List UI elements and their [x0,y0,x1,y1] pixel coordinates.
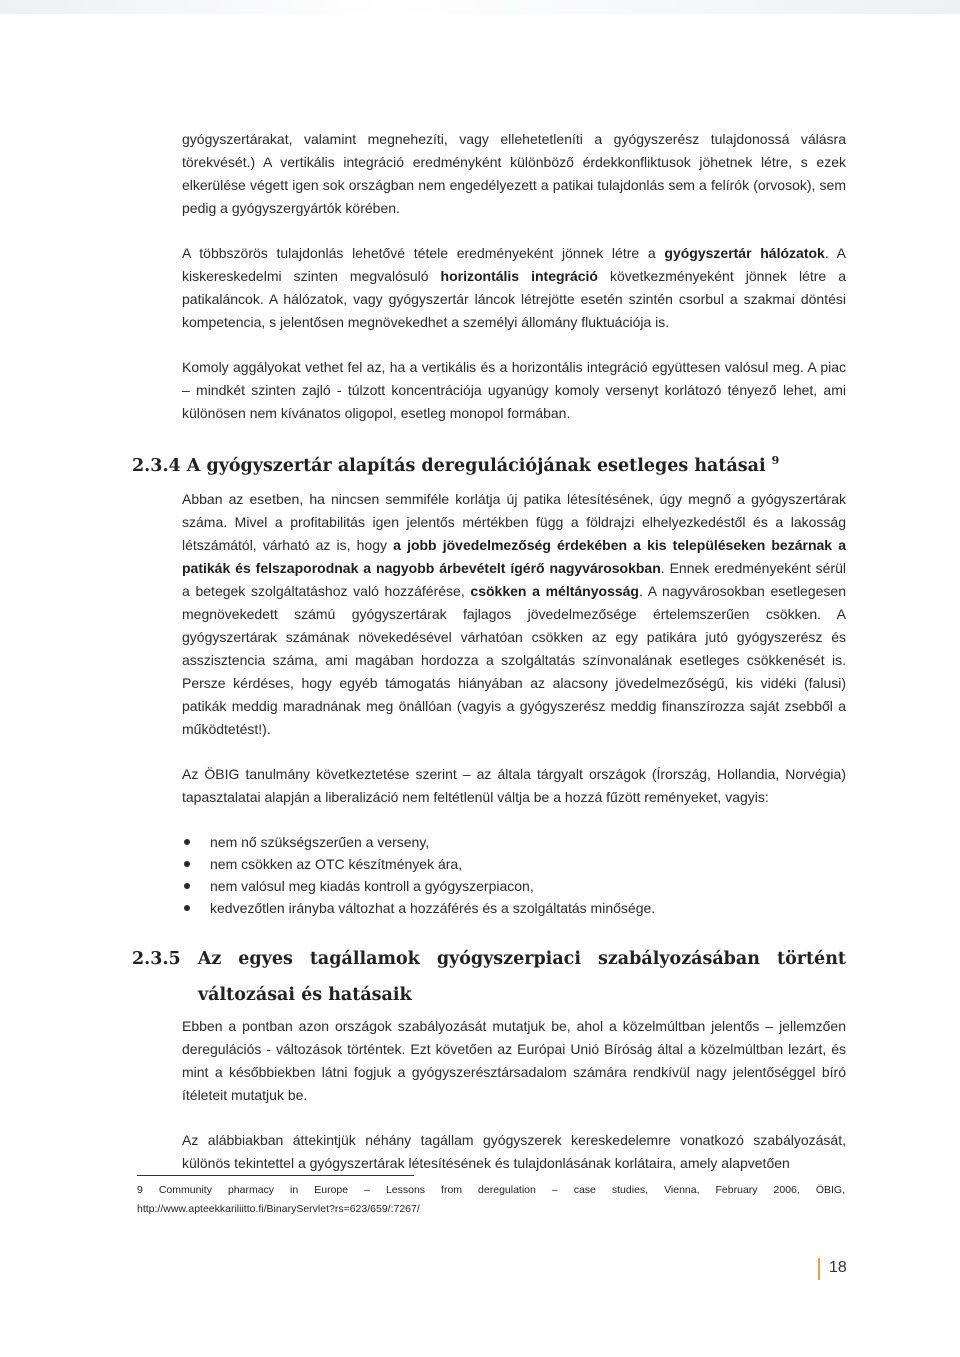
heading-text: 2.3.4 A gyógyszertár alapítás deregulációjának esetleges hatásai [132,455,766,476]
paragraph-vertical-integration: gyógyszertárakat, valamint megnehezíti, vagy ellehetetleníti a gyógyszerész tulajdonossá válásra törekvését.) A vertikális integráció eredményként különböző érdekkonfliktusok jöhetnek létre, s ezek elkerülése végett igen sok országban nem engedélyezett a patikai tulajdonlás sem a felírók (orvosok), sem pedig a gyógyszergyártók körében. [182,131,846,216]
paragraph-deregulation-effects [182,488,846,741]
list-item [182,831,846,853]
paragraph-member-states-overview: Az alábbiakban áttekintjük néhány tagállam gyógyszerek kereskedelemre vonatkozó szabályozását, különös tekintettel a gyógyszertárak létesítésének és tulajdonlásának korlátaira, amely alapvetően [182,1131,846,1171]
bold-rural-closures: a jobb jövedelmezőség érdekében a kis településeken bezárnak a patikák és felszaporodnak a nagyobb árbevételt ígérő nagyvárosokban [182,536,846,576]
bold-equity-decline: csökken a méltányosság [470,582,639,599]
text-run: Abban az esetben, ha nincsen semmiféle korlátja új patika létesítésének, úgy megnő a gyógyszertárak száma. Mivel a profitabilitás igen jelentős mértékben függ a földrajzi elhelyezkedéstől és a lakosság létszámától, várható az is, hogy [182,490,846,553]
list-item-text: kedvezőtlen irányba változhat a hozzáférés és a szolgáltatás minősége. [210,899,656,916]
list-item [182,897,846,919]
paragraph-concentration-concerns: Komoly aggályokat vethet fel az, ha a vertikális és a horizontális integráció együttesen valósul meg. A piac – mindkét szinten zajló - túlzott koncentrációja ugyanúgy komoly versenyt korlátozó tényező lehet, ami különösen nem kívánatos oligopol, esetleg monopol formában. [182,359,846,421]
list-item-text: nem csökken az OTC készítmények ára, [210,855,463,872]
bold-horizontal-integration: horizontális integráció [440,268,598,284]
page-number: 18 [829,1259,847,1276]
bullet-icon [184,905,190,911]
paragraph-section-intro: Ebben a pontban azon országok szabályozását mutatjuk be, ahol a közelmúltban jelentős – jellemzően deregulációs - változások történtek. Ezt követően az Európai Unió Bíróság által a közelmúltban lezárt, és mint a későbbiekben látni fogjuk a gyógyszerésztársadalom számára rendkívül nagy jelentőséggel bíró ítéleteit mutatjuk be. [182,1017,846,1103]
bullet-icon [184,861,190,867]
text-run: következményeként jönnek létre a patikaláncok. A hálózatok, vagy gyógyszertár láncok létrejötte esetén szintén csorbul a szakmai döntési kompetencia, s jelentősen megnövekedhet a személyi állomány fluktuációja is. [182,268,846,330]
bullet-icon [184,883,190,889]
footnote-link[interactable]: http://www.apteekkariliitto.fi/BinaryServlet?rs=623/659/:7267/ [137,1203,420,1215]
section-heading-2-3-5: 2.3.5 Az egyes tagállamok gyógyszerpiaci szabályozásában történt [132,948,846,969]
section-heading-2-3-4 [132,447,846,480]
list-item-text: nem valósul meg kiadás kontroll a gyógyszerpiacon, [210,877,534,894]
text-run: A többszörös tulajdonlás lehetővé tétele eredményeként jönnek létre a [182,245,665,261]
top-decorative-band [0,0,960,14]
footnote-divider [137,1175,414,1176]
page-number-accent-bar [818,1258,820,1280]
text-run: . A kiskereskedelmi szinten megvalósuló [182,245,846,284]
bullet-list [182,831,846,919]
bold-pharmacy-networks: gyógyszertár hálózatok [664,245,825,261]
footnote-citation: 9 Community pharmacy in Europe – Lessons from deregulation – case studies, Vienna, February 2006, ÖBIG, [137,1184,845,1196]
paragraph-obig-conclusion: Az ÖBIG tanulmány következtetése szerint – az általa tárgyalt országok (Írország, Hollandia, Norvégia) tapasztalatai alapján a liberalizáció nem feltétlenül váltja be a hozzá fűzött reményeket, vagyis: [182,765,846,805]
section-heading-2-3-5-continuation: változásai és hatásaik [198,984,412,1005]
list-item-text: nem nő szükségszerűen a verseny, [210,833,430,850]
text-run: . Ennek eredményeként sérül a betegek szolgáltatáshoz való hozzáférése, [182,559,846,599]
footnote-ref[interactable]: 9 [771,454,780,467]
bullet-icon [184,839,190,845]
text-run: . A nagyvárosokban esetlegesen megnövekedett számú gyógyszertárak fajlagos jövedelmezősége értelemszerűen csökken. A gyógyszertárak számának növekedésével várhatóan csökken az egy patikára jutó gyógyszerész és asszisztencia száma, ami magában hordozza a szolgáltatás színvonalának esetleges csökkenését is. Persze kérdéses, hogy egyéb támogatás hiányában az alacsony jövedelmezőségű, kis vidéki (falusi) patikák meddig maradnának meg önállóan (vagyis a gyógyszerész meddig finanszírozza saját zsebből a működtetést!). [182,582,846,737]
footnote [137,1181,845,1219]
list-item [182,853,846,875]
document-body [132,128,846,1197]
list-item [182,875,846,897]
paragraph-multiple-ownership [182,242,846,334]
